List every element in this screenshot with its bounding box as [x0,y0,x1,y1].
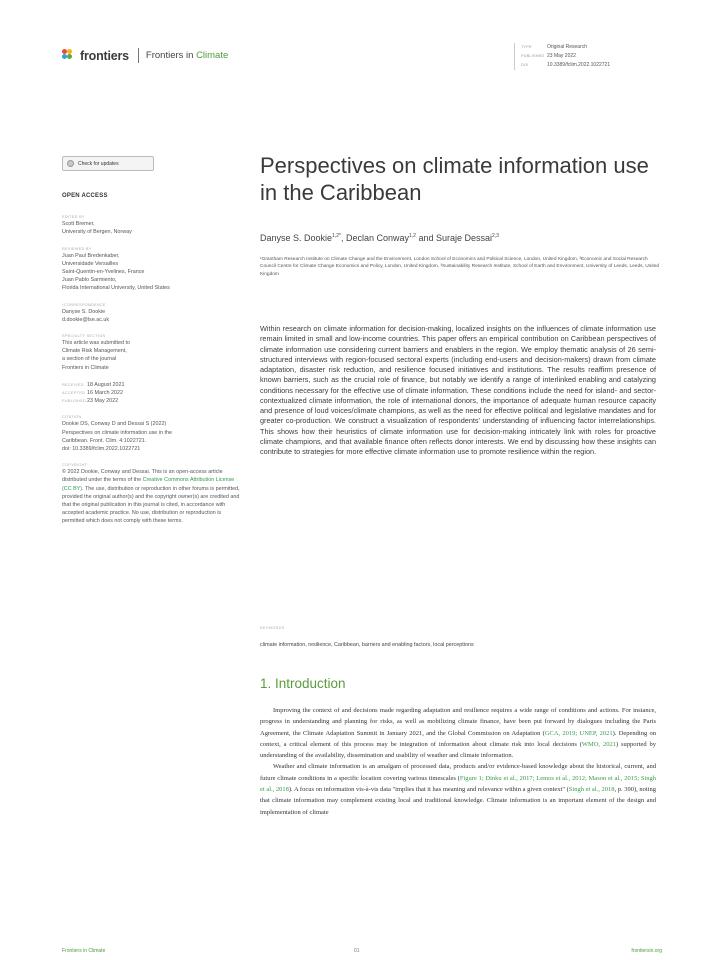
introduction-body [260,705,656,818]
check-for-updates-button[interactable]: Check for updates [62,156,154,171]
footer-site-link[interactable]: frontiersin.org [631,948,662,954]
page-number: 01 [354,948,360,954]
affiliations: ¹Grantham Research Institute on Climate Change and the Environment, London School of Economics and Political Science, London, United Kingdom, ²Economic and Social Research Council Centre for Climate Change Economics and Policy, London, United Kingdom, ³Sustainability Research Institute, School of Earth and Environment, University of Leeds, Leeds, United Kingdom [260,257,660,277]
abstract: Within research on climate information for decision-making, localized insights on the influences of climate information use remain limited in small and low-income countries. This paper offers an empirical contribution on Caribbean perspectives of climate information use considering current barriers and enablers in the region. We employ thematic analysis of 26 semi-structured interviews with region-focused sectoral experts (including end-users and decision-makers) drawn from climate adaptation, disaster risk reduction, and resilience focused initiatives and institutions. The results reaffirm presence of known barriers, such as the crucial role of finance, but notably we identify a range of interlinked enabling and catalyzing conditions necessary for the effective use of climate information. These conditions include the need for island- and sector- contextualized climate information, the role of international donors, the importance of adequate human resource capacity and presence of loud voices/climate champions, as well as the need for effective political and legislative mandates and for greater co-production. We construct a visualization of respondents' understanding of influencing factor interrelationships. This shows how their heuristics of climate information use for decision-making intricately link with roles for proactive climate champions, and that available finance often reflects donor interests. We end by discussing how these insights can contribute to strategies for more effective climate information use to promote resilience within the region. [260,324,656,456]
citation-link[interactable]: GCA, 2019; UNEP, 2021 [544,729,613,737]
journal-name: Frontiers in Climate [145,50,229,61]
update-icon [67,160,74,167]
frontiers-wordmark: frontiers [80,48,129,63]
open-access-label: OPEN ACCESS [62,193,108,199]
received-date: RECEIVED 18 August 2021 [62,381,125,388]
frontiers-logo-icon [62,49,76,63]
intro-paragraph-1: Improving the context of and decisions made regarding adaptation and resilience requires a wide range of conditions and actions. For instance, progress in understanding and planning for risks, as well as mobilizing climate finance, have been put forward by dialogues including the Paris Agreement, the Climate Adaptation Summit in January 2021, and the Global Commission on Adaptation (GCA, 2019; UNEP, 2021). Depending on context, a critical element of this process may be integration of information about climate risk into local decisions (WMO, 2021) supported by understanding of the availability, dissemination and usability of weather and climate information. [260,707,657,760]
author-dookie[interactable]: Danyse S. Dookie [260,233,333,243]
footer-journal: Frontiers in Climate [62,948,106,954]
reviewed-by-block: REVIEWED BY Juan Paul Bredenkaber, Universidade Versailles Saint-Quentin-en-Yvelines, France Juan Pablo Sarmiento, Florida International University, United States [62,246,170,292]
author-list: Danyse S. Dookie$^{1,2*}$, Declan Conway$^{1,2}$ and Suraje Dessai$^{2,3}$ [260,233,499,243]
citation-link[interactable]: Singh et al., 2018 [568,786,615,794]
intro-paragraph-2: Weather and climate information is an amalgam of processed data, products and/or evidence-based knowledge about the historical, current, and future climate conditions in a specific location covering various timescales (Figure 1; Dinku et al., 2017; Lemos et al., 2012; Mason et al., 2015; Singh et al., 2018). A focus on information vis-à-vis data "implies that it has meaning and relevance within a given context" (Singh et al., 2018, p. 390), noting that climate information may complement existing local and traditional knowledge. Climate information is an important element of the design and implementation of climate [260,763,656,816]
page-footer [62,948,662,958]
article-meta [514,43,610,70]
specialty-section-block: SPECIALTY SECTION This article was submitted to Climate Risk Management, a section of the journal Frontiers in Climate [62,334,131,371]
accepted-date: ACCEPTED 16 March 2022 [62,390,123,397]
copyright-block: COPYRIGHT © 2022 Dookie, Conway and Dessai. This is an open-access article distributed under the terms of the Creative Commons Attribution License (CC BY). The use, distribution or reproduction in other forums is permitted, provided the original author(s) and the copyright owner(s) are credited and that the original publication in this journal is cited, in accordance with accepted academic practice. No use, distribution or reproduction is permitted which does not comply with these terms. [62,463,240,525]
article-sidebar [62,192,242,535]
edited-by-block: EDITED BY Scott Bremer, University of Bergen, Norway [62,215,132,236]
journal-brand [62,48,228,63]
doi-row[interactable]: DOI 10.3389/fclim.2022.1022721 [521,62,611,68]
published-date: PUBLISHED 23 May 2022 [62,398,119,405]
citation-block: CITATION Dookie DS, Conway D and Dessai S (2022) Perspectives on climate information use in the Caribbean. Front. Clim. 4:1022721. doi: 10.3389/fclim.2022.1022721 [62,415,172,453]
author-dessai[interactable]: and Suraje Dessai [415,233,492,243]
cc-by-license-link[interactable]: Creative Commons Attribution License (CC BY) [62,477,235,492]
correspondence-block[interactable]: *CORRESPONDENCE Danyse S. Dookie d.dookie@lse.ac.uk [62,302,110,323]
published-row: PUBLISHED 23 May 2022 [521,53,576,59]
citation-link[interactable]: Figure 1; Dinku et al., 2017; Lemos et al., 2012; Mason et al., 2015; Singh et al., 2018 [260,774,656,794]
brand-divider [138,48,139,63]
citation-link[interactable]: WMO, 2021 [581,740,616,748]
keywords-label: KEYWORDS [260,626,285,630]
author-conway[interactable]: , Declan Conway [340,233,409,243]
dates-block [62,381,242,406]
section-heading-introduction: 1. Introduction [260,676,346,691]
article-type-row: TYPE Original Research [521,44,588,50]
article-title: Perspectives on climate information use in the Caribbean [260,153,649,205]
keywords: climate information, resilience, Caribbean, barriers and enabling factors, local perceptions [260,642,474,648]
